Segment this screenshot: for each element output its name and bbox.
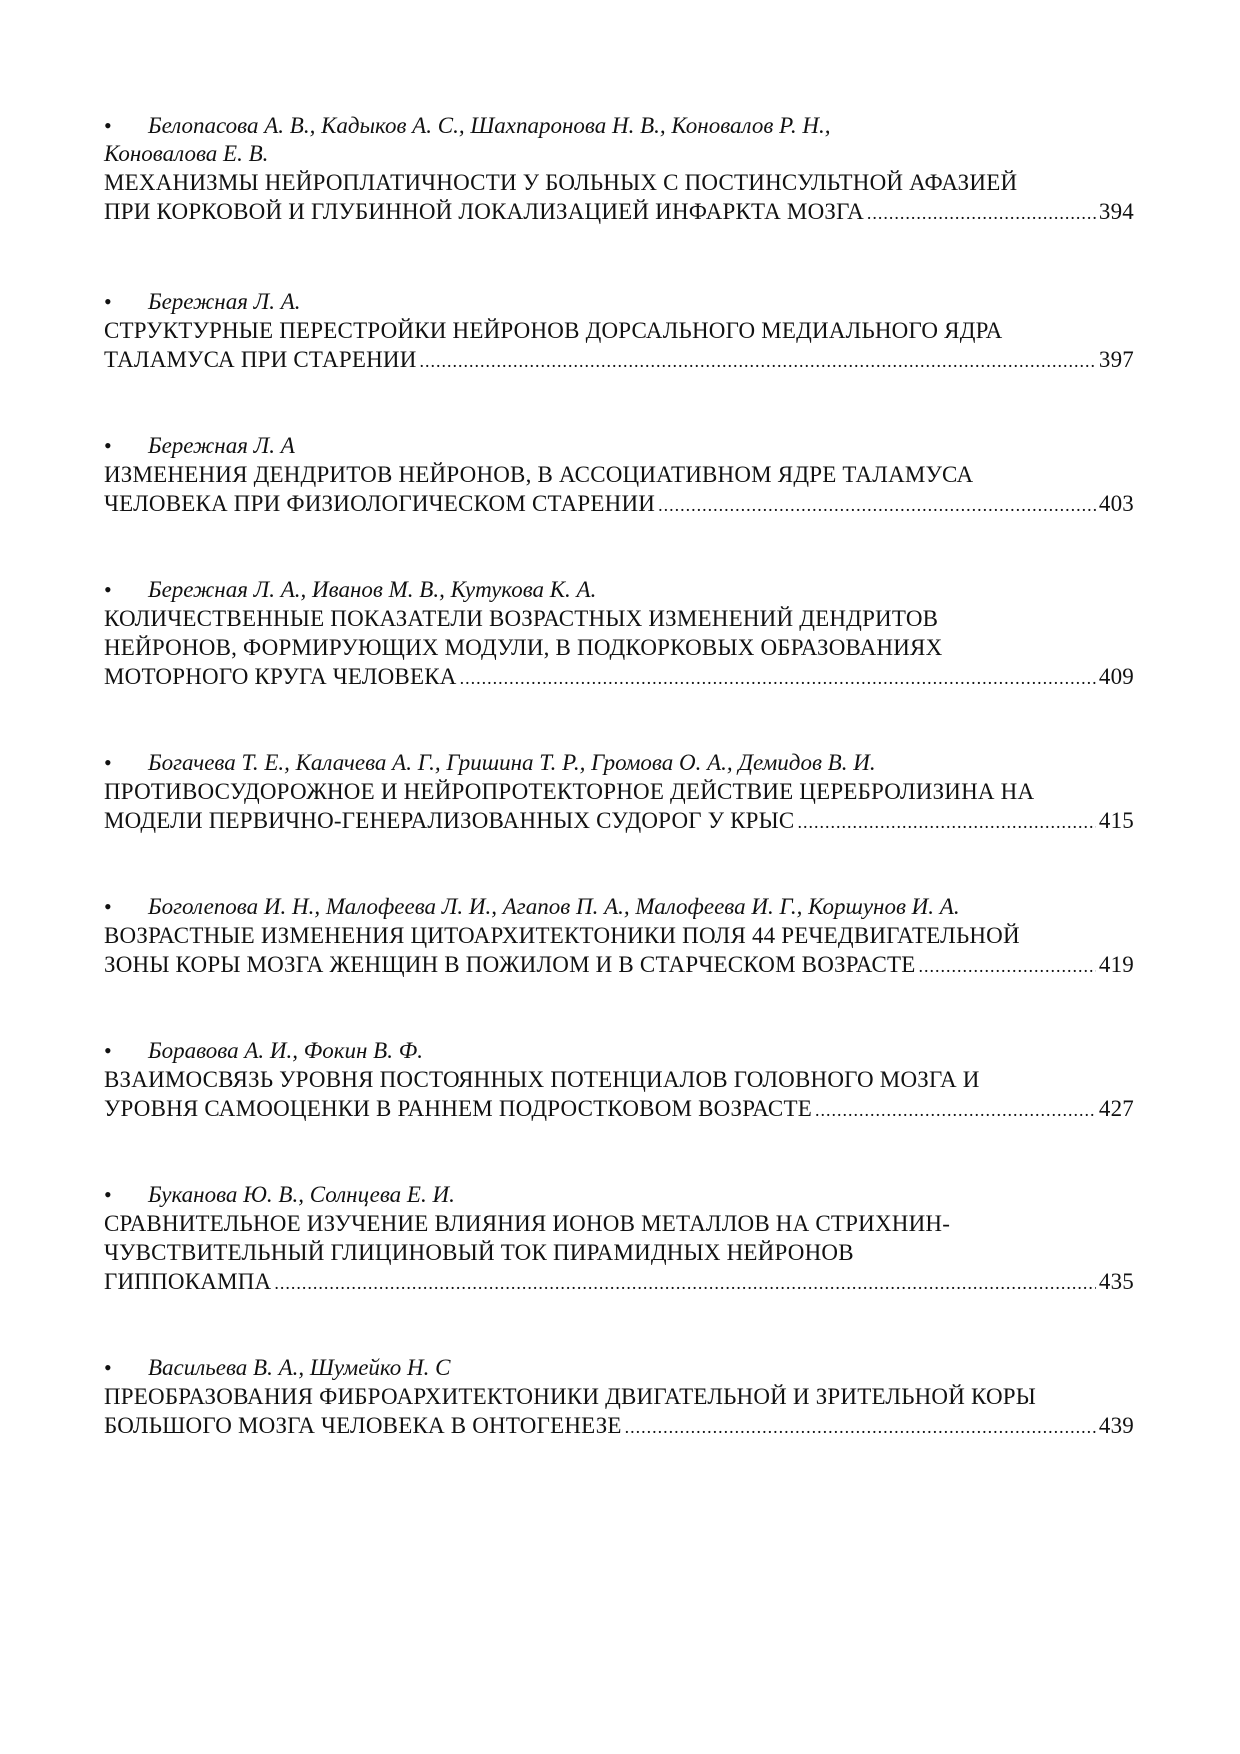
bullet-icon: • <box>104 1038 112 1063</box>
entry-authors: Боравова А. И., Фокин В. Ф. <box>148 1038 423 1063</box>
entry-title-line: КОЛИЧЕСТВЕННЫЕ ПОКАЗАТЕЛИ ВОЗРАСТНЫХ ИЗМЕНЕНИЙ ДЕНДРИТОВ <box>104 606 939 631</box>
dot-leader <box>919 952 1096 981</box>
page-number: 415 <box>1098 808 1134 833</box>
bullet-icon: • <box>104 750 112 775</box>
toc-entry <box>104 432 1134 520</box>
entry-title-line: ЧУВСТВИТЕЛЬНЫЙ ГЛИЦИНОВЫЙ ТОК ПИРАМИДНЫХ НЕЙРОНОВ <box>104 1240 854 1265</box>
bullet-icon: • <box>104 289 112 314</box>
dot-leader <box>815 1096 1096 1125</box>
entry-title-last-line[interactable] <box>104 806 1134 837</box>
entry-title-line: ИЗМЕНЕНИЯ ДЕНДРИТОВ НЕЙРОНОВ, В АССОЦИАТИВНОМ ЯДРЕ ТАЛАМУСА <box>104 462 974 487</box>
entry-authors: Бережная Л. А <box>148 433 295 458</box>
authors-line: Белопасова А. В., Кадыков А. С., Шахпаронова Н. В., Коновалов Р. Н., <box>148 113 831 138</box>
entry-authors: Бережная Л. А. <box>148 289 301 314</box>
page-number: 439 <box>1098 1413 1134 1438</box>
entry-title-last-line[interactable] <box>104 345 1134 376</box>
toc-entry <box>104 288 1134 376</box>
entry-title-text: МОТОРНОГО КРУГА ЧЕЛОВЕКА <box>104 664 457 689</box>
page-number: 419 <box>1098 952 1134 977</box>
dot-leader <box>658 491 1096 520</box>
authors-line: Коновалова Е. В. <box>104 141 269 166</box>
toc-entry <box>104 112 1134 228</box>
entry-title-last-line[interactable] <box>104 1411 1134 1442</box>
bullet-icon: • <box>104 577 112 602</box>
entry-title-last-line[interactable] <box>104 197 1134 228</box>
dot-leader <box>420 347 1096 376</box>
dot-leader <box>797 808 1095 837</box>
page-number: 409 <box>1098 664 1134 689</box>
entry-title-line: ПРЕОБРАЗОВАНИЯ ФИБРОАРХИТЕКТОНИКИ ДВИГАТЕЛЬНОЙ И ЗРИТЕЛЬНОЙ КОРЫ <box>104 1384 1037 1409</box>
entry-title-line: СТРУКТУРНЫЕ ПЕРЕСТРОЙКИ НЕЙРОНОВ ДОРСАЛЬНОГО МЕДИАЛЬНОГО ЯДРА <box>104 318 1003 343</box>
page-number: 397 <box>1098 347 1134 372</box>
toc-entry <box>104 576 1134 693</box>
entry-title-text: ПРИ КОРКОВОЙ И ГЛУБИННОЙ ЛОКАЛИЗАЦИЕЙ ИНФАРКТА МОЗГА <box>104 199 864 224</box>
bullet-icon: • <box>104 113 112 138</box>
entry-title-text: БОЛЬШОГО МОЗГА ЧЕЛОВЕКА В ОНТОГЕНЕЗЕ <box>104 1413 622 1438</box>
table-of-contents <box>104 112 1134 1498</box>
page-number: 394 <box>1098 199 1134 224</box>
entry-authors: Богачева Т. Е., Калачева А. Г., Гришина Т. Р., Громова О. А., Демидов В. И. <box>148 750 876 775</box>
page-number: 403 <box>1098 491 1134 516</box>
entry-title-line: ПРОТИВОСУДОРОЖНОЕ И НЕЙРОПРОТЕКТОРНОЕ ДЕЙСТВИЕ ЦЕРЕБРОЛИЗИНА НА <box>104 779 1035 804</box>
entry-title-text: УРОВНЯ САМООЦЕНКИ В РАННЕМ ПОДРОСТКОВОМ ВОЗРАСТЕ <box>104 1096 812 1121</box>
toc-entry <box>104 1037 1134 1125</box>
entry-title-last-line[interactable] <box>104 662 1134 693</box>
entry-title-last-line[interactable] <box>104 489 1134 520</box>
dot-leader <box>867 199 1096 228</box>
entry-title-line: ВОЗРАСТНЫЕ ИЗМЕНЕНИЯ ЦИТОАРХИТЕКТОНИКИ ПОЛЯ 44 РЕЧЕДВИГАТЕЛЬНОЙ <box>104 923 1020 948</box>
entry-title-line: НЕЙРОНОВ, ФОРМИРУЮЩИХ МОДУЛИ, В ПОДКОРКОВЫХ ОБРАЗОВАНИЯХ <box>104 635 943 660</box>
entry-title-line: СРАВНИТЕЛЬНОЕ ИЗУЧЕНИЕ ВЛИЯНИЯ ИОНОВ МЕТАЛЛОВ НА СТРИХНИН- <box>104 1211 951 1236</box>
bullet-icon: • <box>104 1355 112 1380</box>
dot-leader <box>460 664 1096 693</box>
entry-title-text: ЧЕЛОВЕКА ПРИ ФИЗИОЛОГИЧЕСКОМ СТАРЕНИИ <box>104 491 656 516</box>
entry-title-text: ЗОНЫ КОРЫ МОЗГА ЖЕНЩИН В ПОЖИЛОМ И В СТАРЧЕСКОМ ВОЗРАСТЕ <box>104 952 916 977</box>
page-number: 427 <box>1098 1096 1134 1121</box>
entry-title-line: ВЗАИМОСВЯЗЬ УРОВНЯ ПОСТОЯННЫХ ПОТЕНЦИАЛОВ ГОЛОВНОГО МОЗГА И <box>104 1067 980 1092</box>
entry-title-line: МЕХАНИЗМЫ НЕЙРОПЛАТИЧНОСТИ У БОЛЬНЫХ С ПОСТИНСУЛЬТНОЙ АФАЗИЕЙ <box>104 170 1018 195</box>
page-number: 435 <box>1098 1269 1134 1294</box>
entry-authors <box>104 112 1134 168</box>
entry-title-last-line[interactable] <box>104 1267 1134 1298</box>
toc-entry <box>104 1181 1134 1298</box>
entry-title-last-line[interactable] <box>104 1094 1134 1125</box>
bullet-icon: • <box>104 1182 112 1207</box>
entry-title-last-line[interactable] <box>104 950 1134 981</box>
dot-leader <box>625 1413 1096 1442</box>
dot-leader <box>274 1269 1096 1298</box>
entry-authors: Бережная Л. А., Иванов М. В., Кутукова К. А. <box>148 577 597 602</box>
bullet-icon: • <box>104 433 112 458</box>
entry-authors: Буканова Ю. В., Солнцева Е. И. <box>148 1182 455 1207</box>
entry-authors: Васильева В. А., Шумейко Н. С <box>148 1355 451 1380</box>
bullet-icon: • <box>104 894 112 919</box>
toc-entry <box>104 893 1134 981</box>
toc-entry <box>104 1354 1134 1442</box>
entry-title-text: ГИППОКАМПА <box>104 1269 272 1294</box>
toc-entry <box>104 749 1134 837</box>
entry-authors: Боголепова И. Н., Малофеева Л. И., Агапов П. А., Малофеева И. Г., Коршунов И. А. <box>148 894 960 919</box>
entry-title-text: МОДЕЛИ ПЕРВИЧНО-ГЕНЕРАЛИЗОВАННЫХ СУДОРОГ У КРЫС <box>104 808 795 833</box>
entry-title-text: ТАЛАМУСА ПРИ СТАРЕНИИ <box>104 347 417 372</box>
